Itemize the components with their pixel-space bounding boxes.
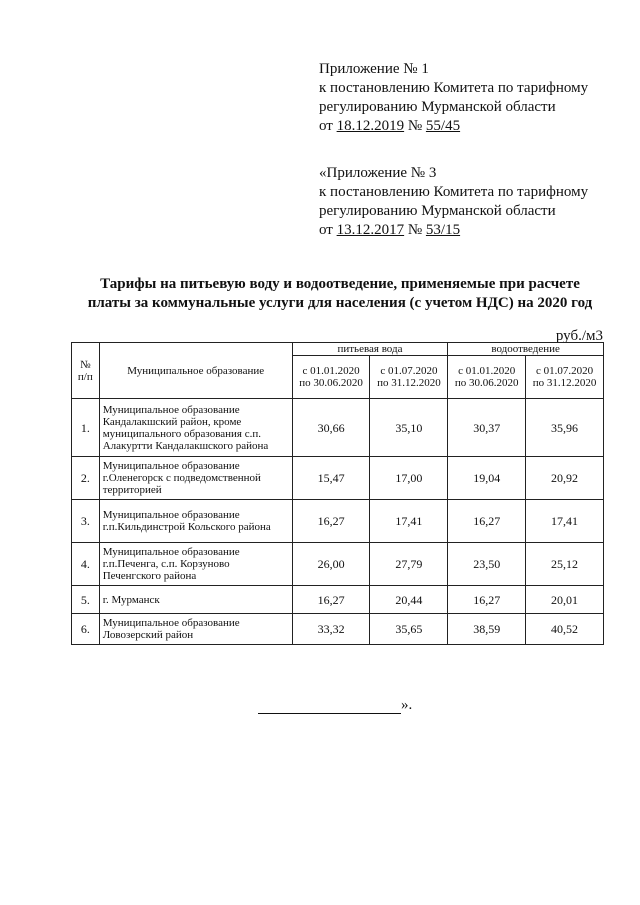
appendix-3-committee-line: регулированию Мурманской области [319, 203, 556, 219]
row-value: 38,59 [448, 614, 526, 645]
row-value: 25,12 [526, 543, 604, 586]
row-value: 17,41 [370, 500, 448, 543]
row-value: 30,66 [292, 399, 370, 457]
row-value: 19,04 [448, 457, 526, 500]
row-value: 16,27 [292, 500, 370, 543]
header-period: с 01.01.2020 по 30.06.2020 [448, 356, 526, 399]
appendix-1-title: Приложение № 1 [319, 61, 429, 77]
appendix-1-number-sign: № [407, 118, 423, 134]
row-num: 1. [72, 399, 100, 457]
row-value: 35,65 [370, 614, 448, 645]
row-municipality: Муниципальное образование Кандалакшский район, кроме муниципального образования с.п. Алакуртти Кандалакшского района [99, 399, 292, 457]
header-period: с 01.01.2020 по 30.06.2020 [292, 356, 370, 399]
appendix-1-date-line [319, 117, 588, 136]
row-value: 30,37 [448, 399, 526, 457]
row-num: 3. [72, 500, 100, 543]
row-value: 26,00 [292, 543, 370, 586]
row-value: 16,27 [292, 586, 370, 614]
row-num: 4. [72, 543, 100, 586]
row-value: 17,00 [370, 457, 448, 500]
appendix-3-date-prefix: от [319, 222, 333, 238]
row-value: 20,92 [526, 457, 604, 500]
document-title [60, 275, 620, 313]
row-value: 16,27 [448, 586, 526, 614]
closing-quote: ». [401, 697, 413, 713]
appendix-3-date-line [319, 221, 588, 240]
appendix-3-number-sign: № [407, 222, 423, 238]
header-num: № п/п [72, 343, 100, 399]
row-num: 2. [72, 457, 100, 500]
row-value: 17,41 [526, 500, 604, 543]
row-municipality: г. Мурманск [99, 586, 292, 614]
table-row [72, 500, 604, 543]
appendix-1-date-prefix: от [319, 118, 333, 134]
header-group-sewer: водоотведение [448, 343, 604, 356]
row-value: 20,44 [370, 586, 448, 614]
row-municipality: Муниципальное образование Ловозерский район [99, 614, 292, 645]
row-value: 15,47 [292, 457, 370, 500]
table-row [72, 457, 604, 500]
title-line-1: Тарифы на питьевую воду и водоотведение, применяемые при расчете [100, 276, 580, 292]
row-num: 5. [72, 586, 100, 614]
row-value: 35,10 [370, 399, 448, 457]
appendix-1-number: 55/45 [425, 118, 461, 134]
unit-label: руб./м3 [555, 328, 603, 344]
header-period: с 01.07.2020 по 31.12.2020 [526, 356, 604, 399]
row-value: 20,01 [526, 586, 604, 614]
table-row [72, 614, 604, 645]
header-period: с 01.07.2020 по 31.12.2020 [370, 356, 448, 399]
row-municipality: Муниципальное образование г.п.Кильдинстрой Кольского района [99, 500, 292, 543]
appendix-3-resolution-line: к постановлению Комитета по тарифному [319, 184, 589, 200]
table-row [72, 399, 604, 457]
signature-underline [258, 699, 401, 714]
row-value: 16,27 [448, 500, 526, 543]
header-group-water: питьевая вода [292, 343, 448, 356]
appendix-1-date: 18.12.2019 [336, 118, 405, 134]
appendix-3-header [319, 164, 588, 240]
table-row [72, 586, 604, 614]
row-value: 40,52 [526, 614, 604, 645]
appendix-1-resolution-line: к постановлению Комитета по тарифному [319, 80, 589, 96]
closing-line [258, 697, 412, 714]
row-municipality: Муниципальное образование г.п.Печенга, с.п. Корзуново Печенгского района [99, 543, 292, 586]
row-value: 33,32 [292, 614, 370, 645]
row-value: 35,96 [526, 399, 604, 457]
tariff-table [71, 342, 604, 645]
appendix-3-title: «Приложение № 3 [319, 165, 437, 181]
title-line-2: платы за коммунальные услуги для населения (с учетом НДС) на 2020 год [87, 295, 593, 311]
row-municipality: Муниципальное образование г.Оленегорск с подведомственной территорией [99, 457, 292, 500]
row-value: 27,79 [370, 543, 448, 586]
table-row [72, 543, 604, 586]
appendix-1-committee-line: регулированию Мурманской области [319, 99, 556, 115]
appendix-3-number: 53/15 [425, 222, 461, 238]
header-municipality: Муниципальное образование [99, 343, 292, 399]
appendix-3-date: 13.12.2017 [336, 222, 405, 238]
row-value: 23,50 [448, 543, 526, 586]
appendix-1-header [319, 60, 588, 136]
row-num: 6. [72, 614, 100, 645]
